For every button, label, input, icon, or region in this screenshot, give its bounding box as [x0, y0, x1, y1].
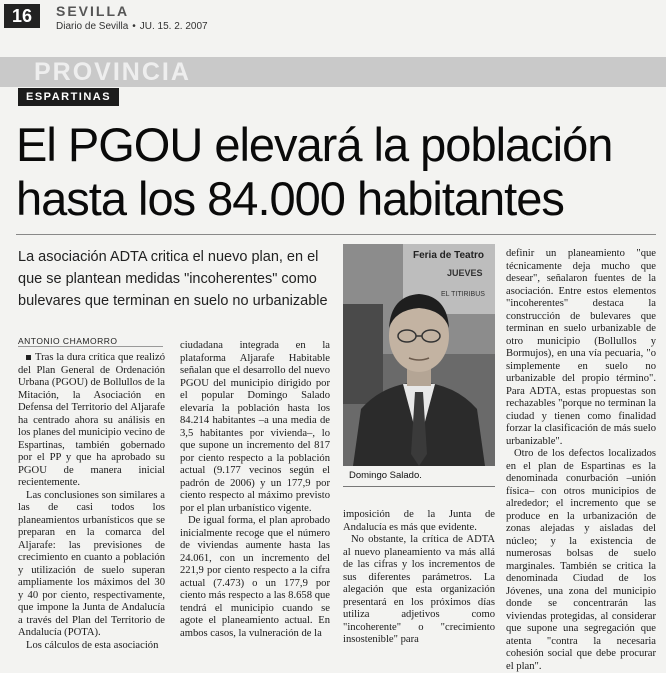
band-label: PROVINCIA [34, 58, 191, 86]
paragraph: Otro de los defectos localizados en el plan de Espartinas es la denominada conurbación –unión física– con otros municipios de alrededor; el incremento que se produce en la urbanización de zonas alejadas y aisladas del núcleo; y la existencia de numerosas bolsas de suelo marginales. También se critica la denominada Ciudad de los Jóvenes, una zona del municipio donde se concentrarán las viviendas protegidas, al considerar que supone una segregación que atenta "contra la necesaria cohesión social que debe procurar el plan". [506, 448, 656, 672]
poster-text: Feria de Teatro [413, 250, 484, 261]
paragraph: Los cálculos de esta asociación [26, 639, 159, 651]
paragraph: Las conclusiones son similares a las de casi todos los planeamientos urbanísticos que se preparan en la comarca del Aljarafe: las previsiones de crecimiento en cuanto a población y utilización de suelo superan ampliamente los máximos del 30 y 40 por ciento, respectivamente, que impone la Junta de Andalucía a través del Plan del Territorio de Andalucía (POTA). [18, 489, 165, 638]
caption-rule [343, 486, 495, 487]
poster-text: EL TITIRIBUS [441, 291, 485, 298]
paragraph: definir un planeamiento "que técnicamente deja mucho que desear", señalaron fuentes de la asociación. Entre estos elementos "incoherentes" destaca la construcción de bulevares que terminan en suelo urbanizable de otro municipio (Bollullos y Bormujos), en una vía pecuaria, "o simplemente en suelo no urbanizable del propio término". Para ADTA, estas propuestas son rechazables "porque no terminan la ciudad y tienen como finalidad forzar la clasificación de más suelo urbanizable". [506, 248, 656, 447]
paragraph-text: Tras la dura crítica que realizó del Plan General de Ordenación Urbana (PGOU) de Bollullos de la Mitación, la Asociación en Defensa del Territorio del Aljarafe ha centrado ahora su análisis en los planes del municipio vecino de Espartinas, también gobernado por el PP y que ha aprobado su PGOU de manera inicial recientemente. [18, 352, 165, 488]
paragraph: ciudadana integrada en la plataforma Aljarafe Habitable señalan que el desarrollo del nuevo PGOU del municipio dirigido por el popular Domingo Salado elevaría la población hasta los 84.214 habitantes –a una media de 3,5 habitantes por vivienda–, lo que supone un incremento del 817 por ciento respecto a la población actual (9.177 vecinos según el padrón de 2006) y un 177,9 por ciento respecto al máximo previsto por el plan urbanístico vigente. [180, 340, 330, 514]
dateline [56, 21, 208, 32]
byline-rule [18, 346, 163, 347]
headline: El PGOU elevará la población hasta los 84.000 habitantes [16, 118, 613, 225]
poster-text: JUEVES [447, 268, 483, 278]
headline-rule [16, 234, 656, 235]
photo-domingo-salado [343, 244, 495, 466]
article-column-1 [18, 352, 165, 652]
paragraph [18, 352, 165, 490]
article-column-3 [343, 509, 495, 647]
bullet-icon [26, 355, 31, 360]
dateline-separator: • [132, 21, 136, 32]
section-title: SEVILLA [56, 3, 130, 19]
portrait-image [343, 244, 495, 466]
paragraph: imposición de la Junta de Andalucía es más que evidente. [343, 509, 495, 533]
article-column-2 [180, 340, 330, 640]
paragraph: No obstante, la crítica de ADTA al nuevo planeamiento va más allá de las cifras y los incrementos de sus diferentes parámetros. La alegación que esta organización presentará en los próximos días utiliza adjetivos como "incoherente" o "crecimiento insostenible" para [343, 534, 495, 645]
byline: ANTONIO CHAMORRO [18, 336, 118, 346]
paragraph: De igual forma, el plan aprobado inicialmente recoge que el número de viviendas aumente hasta las 24.061, con un incremento del 221,9 por ciento respecto a la cifra actual (7.473) o un 177,9 por ciento más respecto a las 8.658 que tendrá el municipio cuando se agote el planeamiento actual. En ambos casos, la vulneración de la [180, 515, 330, 639]
location-tag: ESPARTINAS [18, 88, 119, 106]
page-number: 16 [4, 4, 40, 28]
article-column-4 [506, 248, 656, 673]
photo-caption: Domingo Salado. [349, 470, 422, 481]
publication-date: JU. 15. 2. 2007 [139, 21, 208, 32]
publication-name: Diario de Sevilla [56, 21, 129, 32]
subheadline: La asociación ADTA critica el nuevo plan, en el que se plantean medidas "incoherentes" como bulevares que terminan en suelo no urbanizable [18, 249, 328, 309]
